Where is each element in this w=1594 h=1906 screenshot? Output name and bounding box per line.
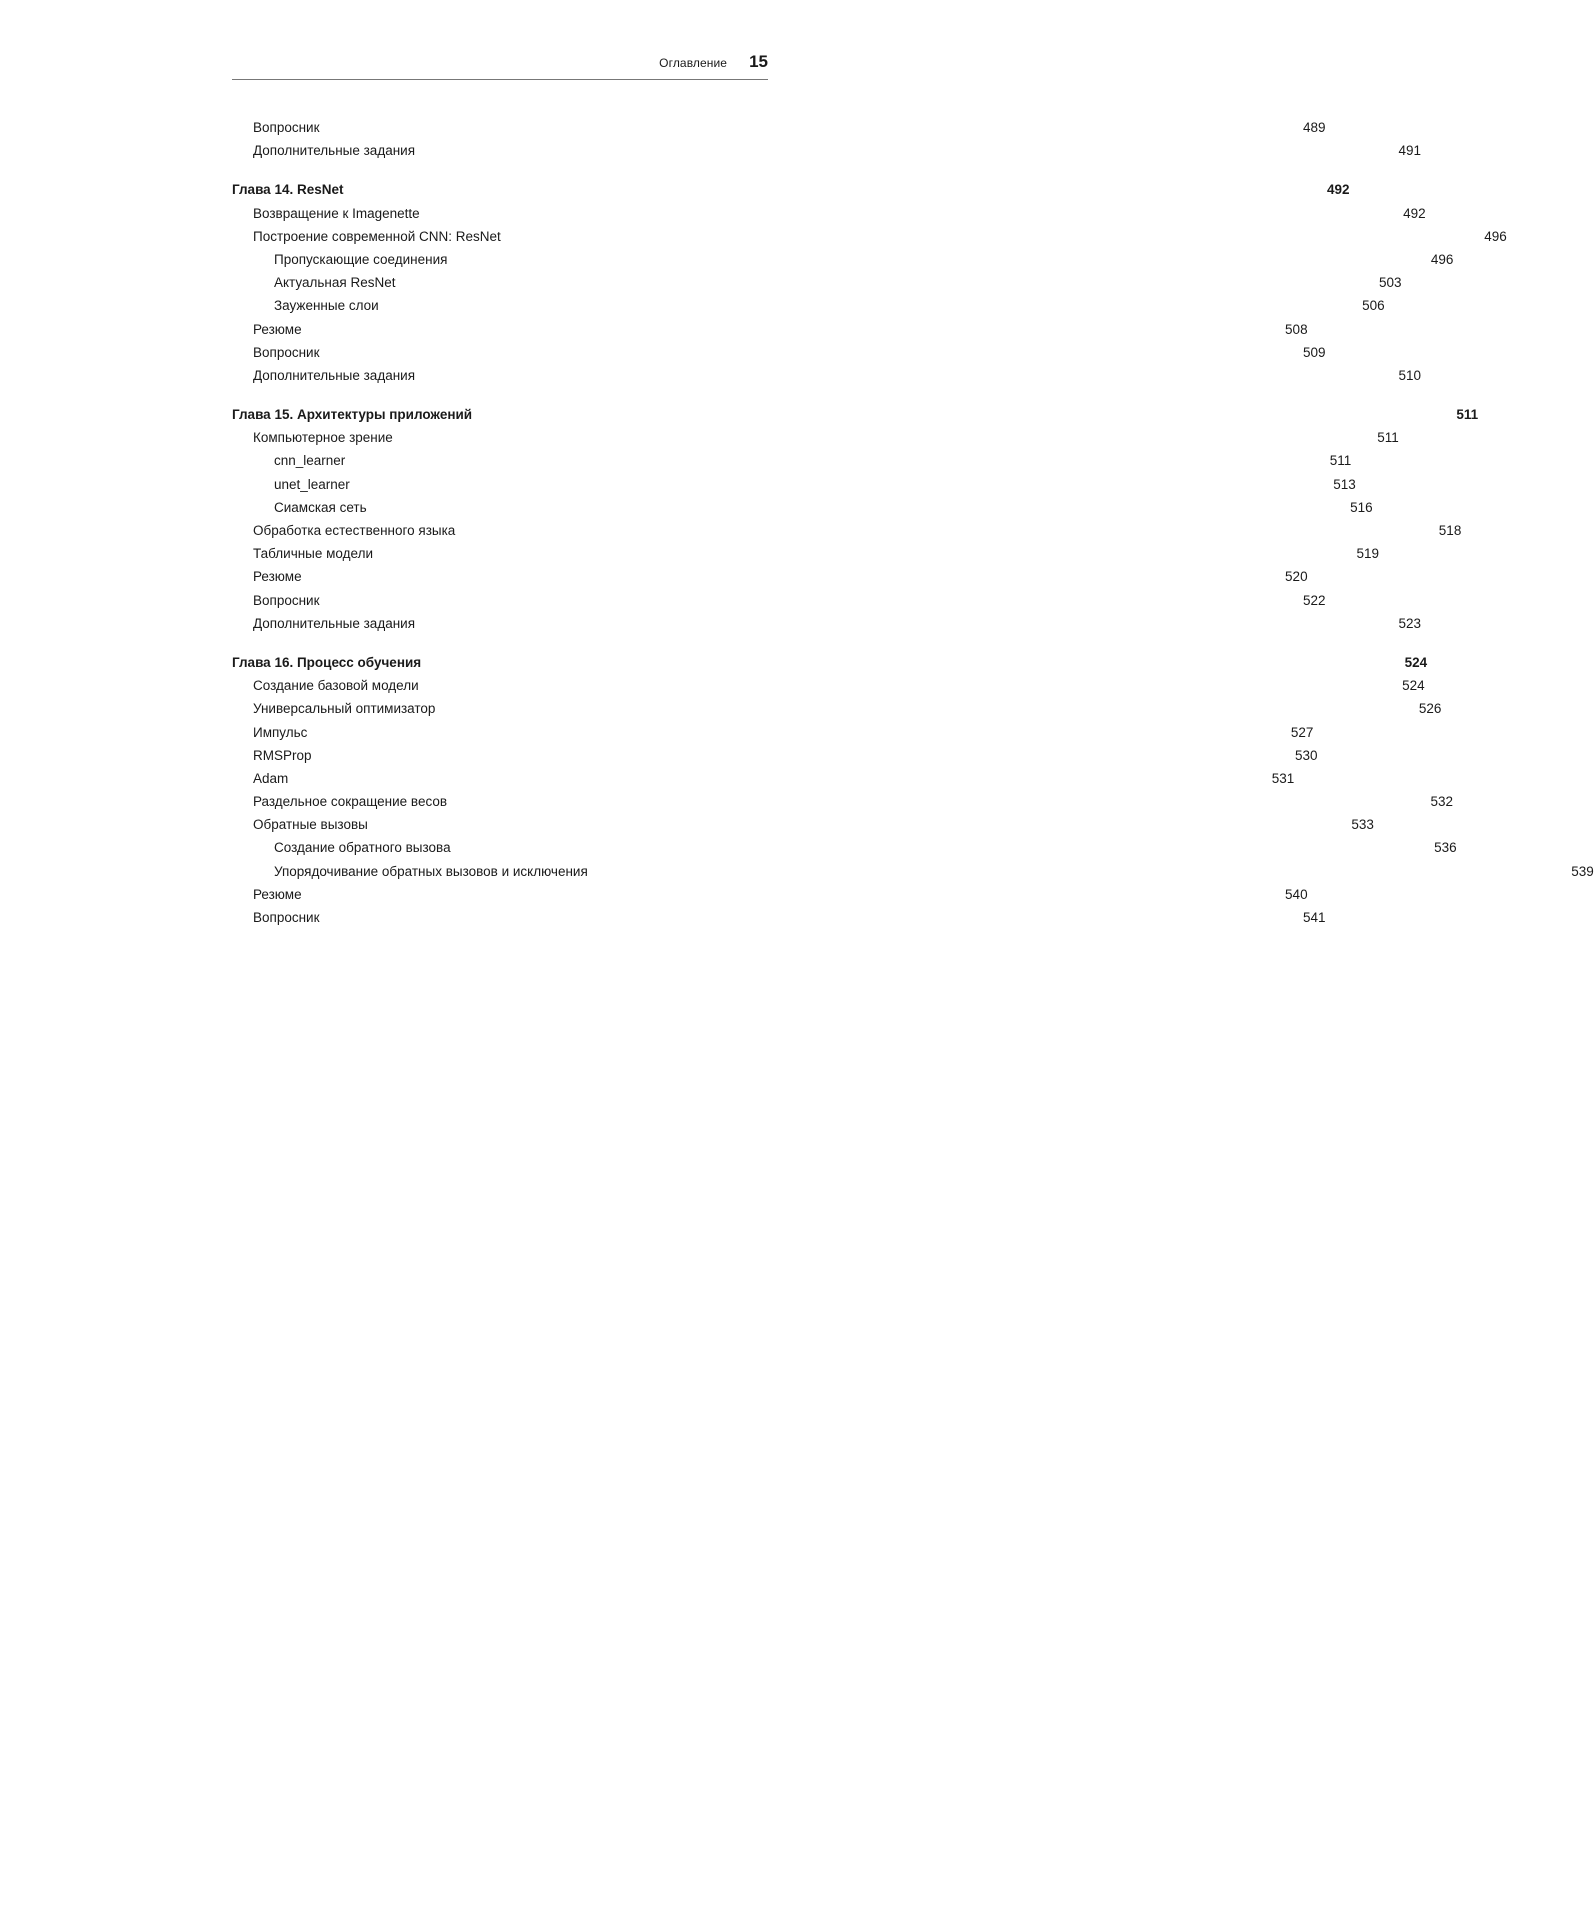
toc-entry-title: Актуальная ResNet [274, 275, 396, 291]
toc-entry-page: 530 [1294, 747, 1318, 763]
toc-entry-title: Создание обратного вызова [274, 840, 451, 856]
toc-entry[interactable] [232, 883, 1308, 906]
toc-entry-title: Табличные модели [253, 546, 373, 562]
running-head-section: Оглавление [659, 56, 728, 70]
toc-entry[interactable] [232, 271, 1402, 294]
toc-entry-title: Вопросник [253, 592, 320, 608]
toc-entry-title: Дополнительные задания [253, 615, 416, 631]
toc-entry-title: Дополнительные задания [253, 143, 416, 159]
toc-entry[interactable] [232, 202, 1426, 225]
toc-entry-page: 526 [1418, 701, 1442, 717]
toc-entry-title: Пропускающие соединения [274, 251, 448, 267]
toc-entry-title: Раздельное сокращение весов [253, 794, 448, 810]
toc-entry[interactable] [232, 767, 1295, 790]
toc-entry-title: Импульс [253, 724, 308, 740]
toc-entry-page: 496 [1484, 228, 1507, 244]
toc-entry-page: 496 [1430, 251, 1454, 267]
toc-entry-page: 508 [1285, 321, 1308, 337]
running-head [232, 52, 768, 80]
toc-entry-page: 503 [1378, 275, 1402, 291]
toc-entry[interactable] [232, 565, 1308, 588]
toc-entry-title: Универсальный оптимизатор [253, 701, 436, 717]
toc-entry-page: 511 [1377, 430, 1399, 446]
toc-entry-title: Зауженные слои [274, 298, 379, 314]
toc-entry-page: 539 [1571, 863, 1594, 879]
toc-entry-page: 519 [1356, 546, 1379, 562]
toc-entry-title: Компьютерное зрение [253, 430, 393, 446]
toc-entry-title: RMSProp [253, 747, 312, 763]
toc-entry-page: 520 [1285, 569, 1308, 585]
toc-entry-page: 531 [1271, 770, 1295, 786]
toc-entry-page: 533 [1351, 817, 1374, 833]
toc-entry-page: 532 [1430, 794, 1454, 810]
toc-entry-title: Сиамская сеть [274, 499, 367, 515]
toc-entry-title: Резюме [253, 321, 302, 337]
toc-entry-title: Создание базовой модели [253, 678, 419, 694]
toc-entry-page: 491 [1398, 143, 1422, 159]
toc-entry-title: Построение современной CNN: ResNet [253, 228, 501, 244]
toc-entry-page: 524 [1402, 678, 1425, 694]
toc-entry-page: 524 [1404, 654, 1428, 670]
toc-entry-page: 506 [1362, 298, 1385, 314]
toc-entry-title: Упорядочивание обратных вызовов и исключения [274, 863, 588, 879]
toc-entry[interactable] [232, 318, 1308, 341]
toc-entry-page: 510 [1398, 367, 1422, 383]
toc-entry-title: Обработка естественного языка [253, 523, 456, 538]
toc-entry-page: 527 [1290, 724, 1314, 740]
toc-entry-title: Adam [253, 770, 289, 786]
toc-entry-title: Вопросник [253, 344, 320, 360]
toc-entry-title: Резюме [253, 569, 302, 585]
toc-entry-page: 523 [1398, 615, 1422, 631]
page-number: 15 [749, 52, 768, 71]
toc-entry-page: 489 [1302, 120, 1326, 135]
toc-entry-title: Возвращение к Imagenette [253, 205, 420, 221]
toc-entry[interactable] [232, 248, 1454, 271]
toc-entry-title: Дополнительные задания [253, 367, 416, 383]
toc-entry-title: Глава 15. Архитектуры приложений [232, 407, 473, 423]
toc-entry-page: 522 [1302, 592, 1326, 608]
toc-entry-title: cnn_learner [274, 453, 346, 469]
toc-entry-title: Вопросник [253, 910, 320, 925]
toc-entry-page: 541 [1302, 910, 1326, 925]
toc-entry-title: Вопросник [253, 120, 320, 135]
toc-entry[interactable] [232, 116, 1326, 139]
toc-entry-title: unet_learner [274, 476, 350, 492]
toc-entry-page: 518 [1438, 523, 1462, 538]
header-rule [232, 79, 768, 80]
toc-entry-title: Глава 14. ResNet [232, 182, 344, 198]
toc-entry-page: 516 [1350, 499, 1373, 515]
toc-entry-title: Обратные вызовы [253, 817, 368, 833]
toc-entry-page: 536 [1434, 840, 1457, 856]
toc-entry-page: 540 [1285, 886, 1308, 902]
toc-entry-page: 511 [1329, 453, 1352, 469]
toc-entry-page: 492 [1403, 205, 1426, 221]
toc-chapter-entry[interactable] [232, 178, 1350, 201]
toc-entry-title: Глава 16. Процесс обучения [232, 654, 422, 670]
toc-entry-page: 509 [1302, 344, 1326, 360]
toc-entry-page: 511 [1456, 407, 1479, 423]
toc-entry[interactable] [232, 294, 1385, 317]
toc-entry[interactable] [232, 139, 1422, 162]
toc-entry-page: 513 [1333, 476, 1356, 492]
toc-entry-page: 492 [1326, 182, 1350, 198]
toc-entry-title: Резюме [253, 886, 302, 902]
table-of-contents [232, 116, 1594, 929]
